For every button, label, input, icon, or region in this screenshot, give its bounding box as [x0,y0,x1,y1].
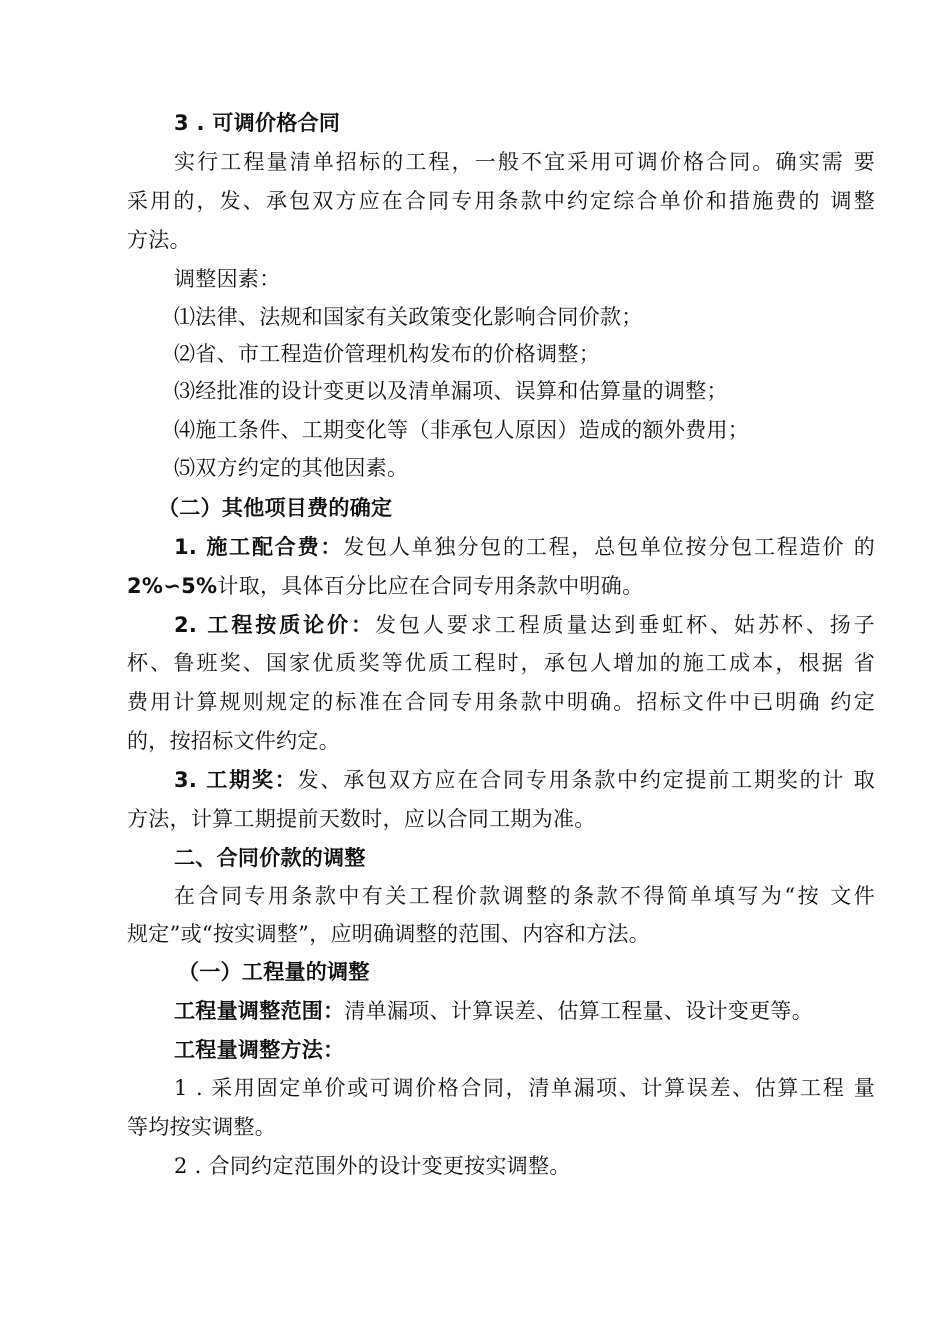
paragraph-line: 方法，计算工期提前天数时，应以合同工期为准。 [127,807,596,831]
item-text: 发、承包双方应在合同专用条款中约定提前工期奖的计 取 [297,768,875,792]
paragraph-line: 方法。 [127,228,191,252]
heading-adjustable-price-contract: 3 . 可调价格合同 [174,111,341,135]
paragraph-line: 规定”或“按实调整”，应明确调整的范围、内容和方法。 [127,922,651,946]
paragraph-line: 采用的，发、承包双方应在合同专用条款中约定综合单价和措施费的 调整 [127,189,875,213]
paragraph-line: 费用计算规则规定的标准在合同专用条款中明确。招标文件中已明确 约定 [127,690,875,714]
item-label: 3. 工期奖： [174,768,298,792]
paragraph-line [174,996,875,1026]
list-item: ⑷施工条件、工期变化等（非承包人原因）造成的额外费用； [174,418,750,442]
factors-title: 调整因素： [174,267,281,291]
list-item: ⑵省、市工程造价管理机构发布的价格调整； [174,342,600,366]
paragraph-line [174,765,875,795]
percentage-range: 2%∽5% [127,574,218,598]
paragraph-line: 在合同专用条款中有关工程价款调整的条款不得简单填写为“按 文件 [174,884,875,908]
paragraph-line: 2 . 合同约定范围外的设计变更按实调整。 [174,1154,571,1178]
paragraph-line: 杯、鲁班奖、国家优质奖等优质工程时，承包人增加的施工成本，根据 省 [127,651,875,675]
subsection-title-quantity-adjustment: （一）工程量的调整 [178,960,370,984]
item-text: 发包人要求工程质量达到垂虹杯、姑苏杯、扬子 [374,613,875,637]
item-text: 发包人单独分包的工程，总包单位按分包工程造价 的 [343,535,876,559]
scope-text: 清单漏项、计算误差、估算工程量、设计变更等。 [344,999,814,1023]
item-label: 1. 施工配合费： [174,535,344,559]
paragraph-line: 实行工程量清单招标的工程，一般不宜采用可调价格合同。确实需 要 [174,150,875,174]
paragraph-line: 1 . 采用固定单价或可调价格合同，清单漏项、计算误差、估算工程 量 [174,1076,875,1100]
list-item: ⑴法律、法规和国家有关政策变化影响合同价款； [174,305,643,329]
method-label: 工程量调整方法： [174,1038,345,1062]
chapter-title-price-adjustment: 二、合同价款的调整 [174,846,366,870]
paragraph-line: 等均按实调整。 [127,1115,277,1139]
item-text: 计取，具体百分比应在合同专用条款中明确。 [217,574,644,598]
paragraph-line [174,532,875,562]
list-item: ⑶经批准的设计变更以及清单漏项、误算和估算量的调整； [174,379,728,403]
paragraph-line [127,571,875,601]
scope-label: 工程量调整范围： [174,999,345,1023]
paragraph-line: 的，按招标文件约定。 [127,729,340,753]
section-title-other-items: （二）其他项目费的确定 [158,496,393,520]
paragraph-line [174,610,875,640]
list-item: ⑸双方约定的其他因素。 [174,456,409,480]
item-label: 2. 工程按质论价： [174,613,375,637]
